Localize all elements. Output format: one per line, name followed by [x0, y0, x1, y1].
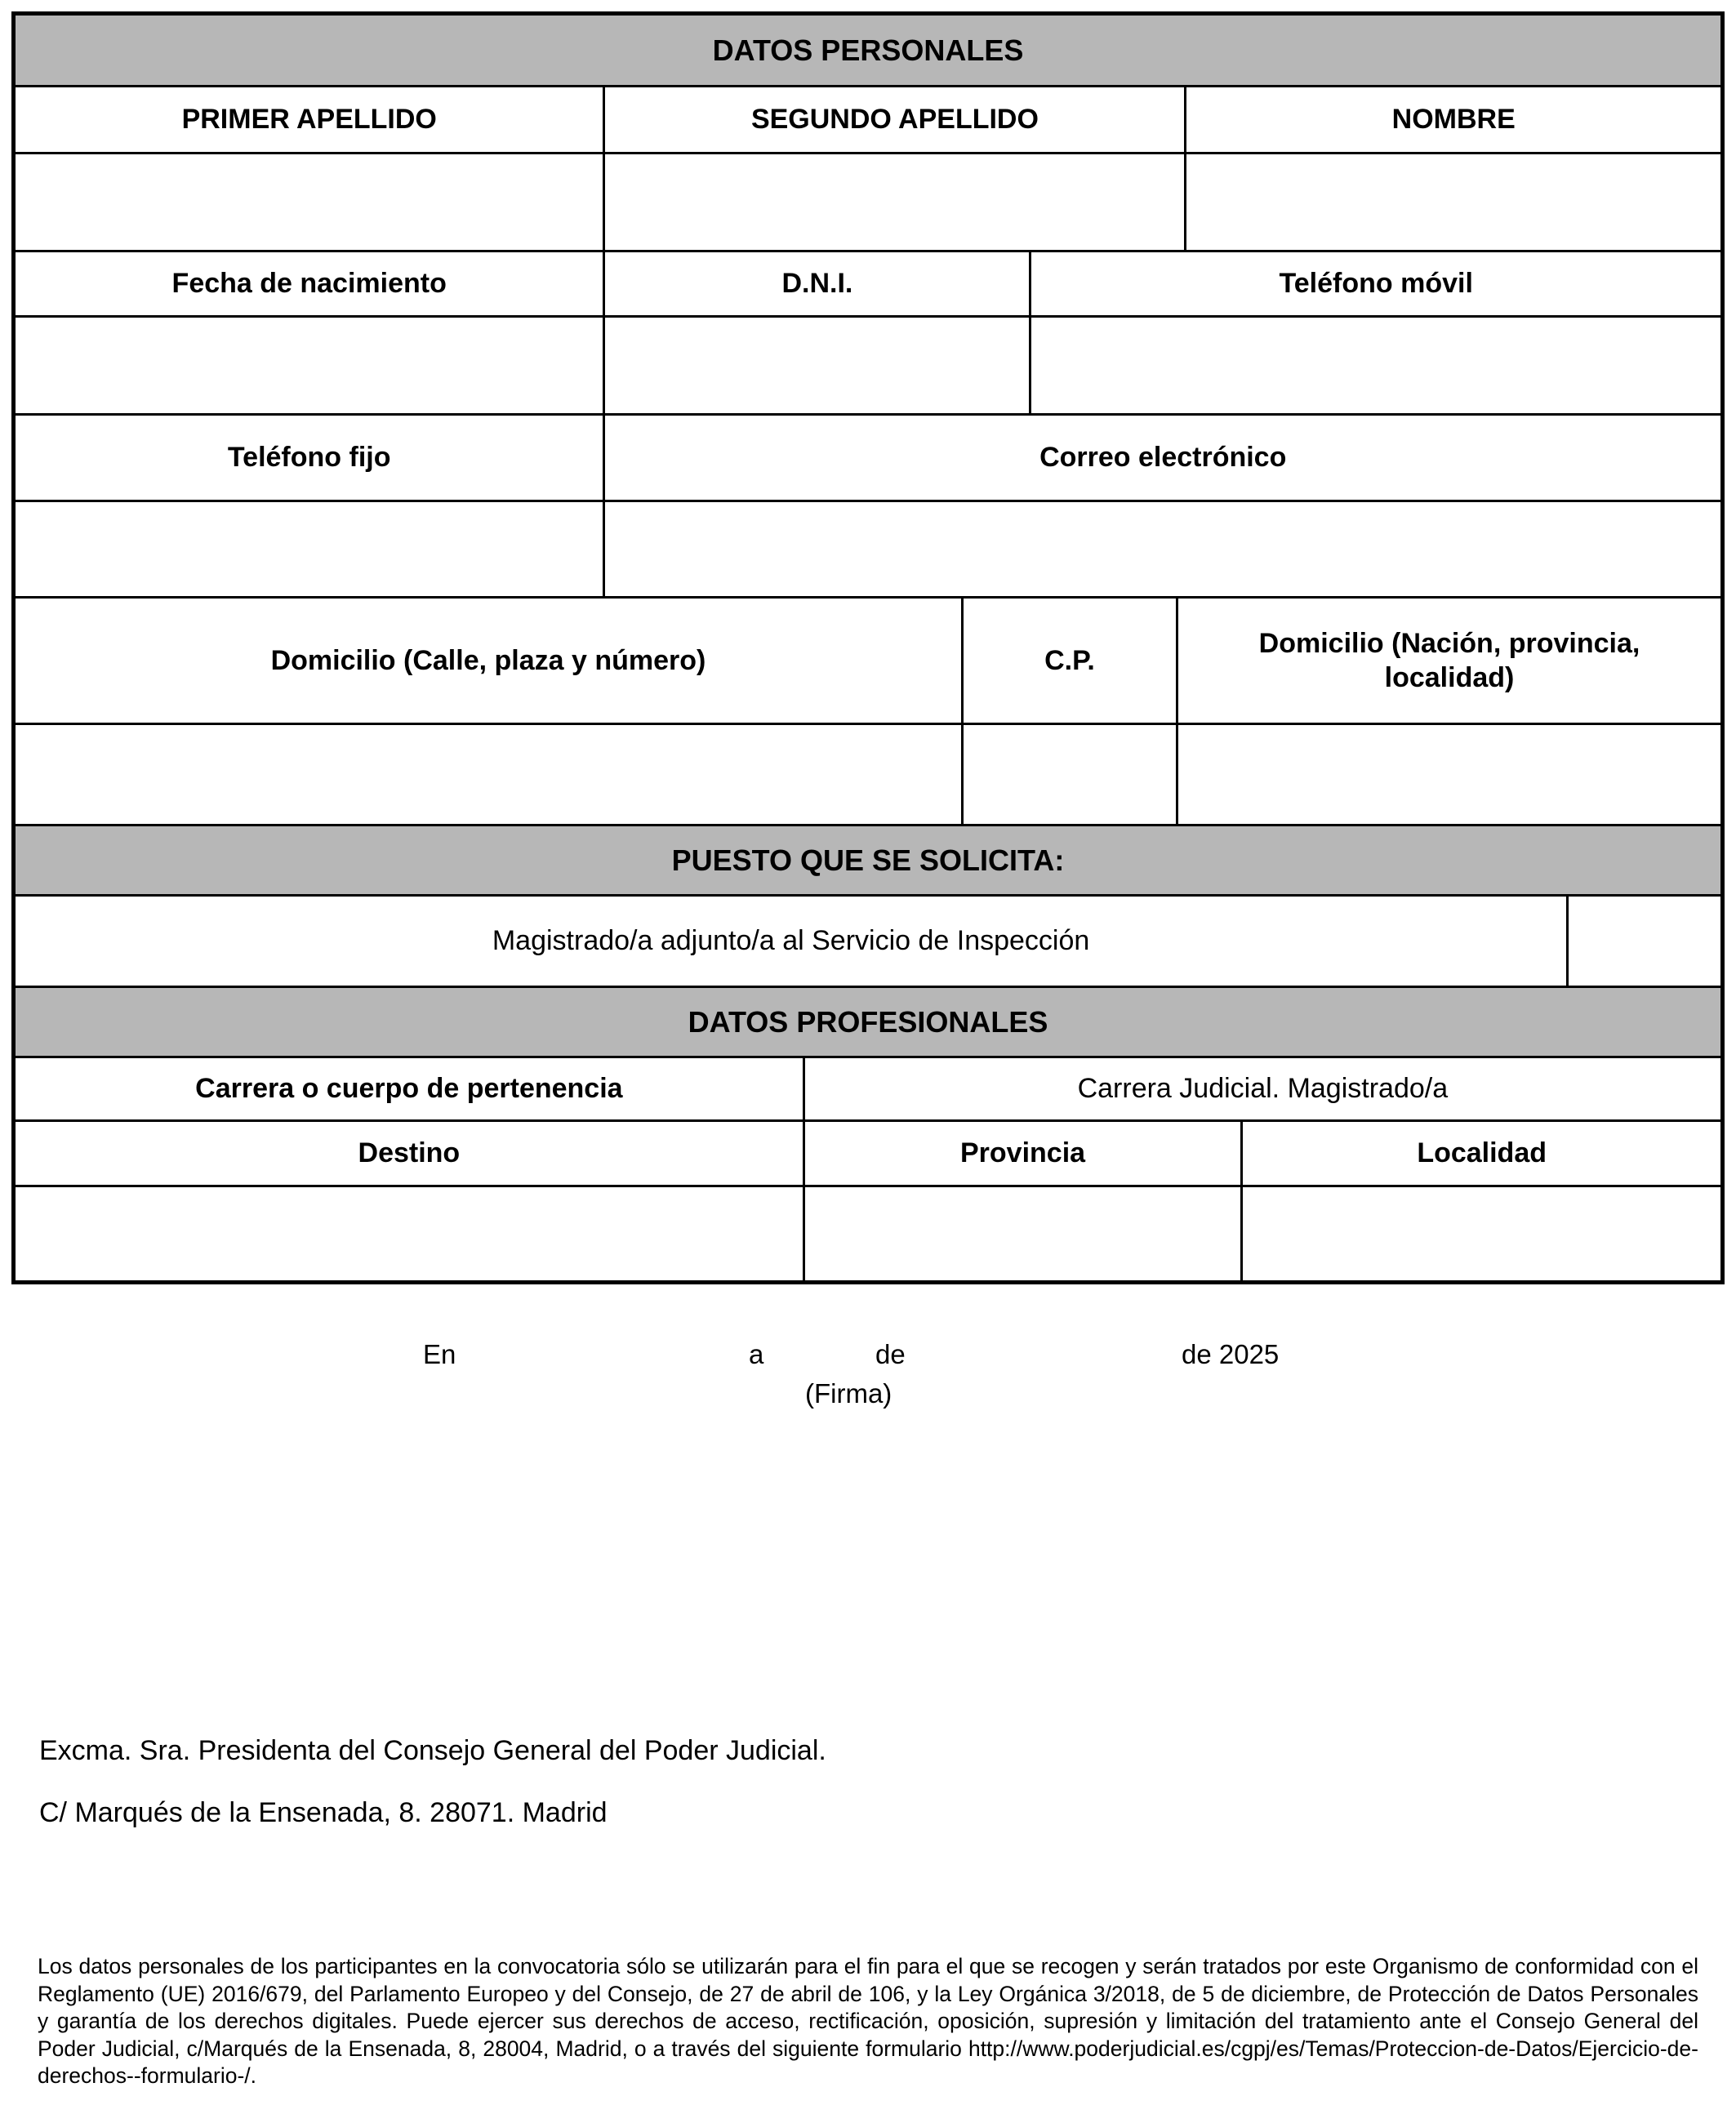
label-telefono-movil: Teléfono móvil — [1279, 268, 1473, 300]
input-provincia[interactable] — [805, 1187, 1244, 1280]
input-primer-apellido[interactable] — [16, 154, 605, 250]
row-domicilio-labels — [16, 599, 1720, 725]
label-nombre: NOMBRE — [1391, 104, 1516, 136]
label-telefono-fijo: Teléfono fijo — [16, 416, 605, 500]
label-segundo-apellido: SEGUNDO APELLIDO — [605, 87, 1186, 152]
section-title-datos-personales: DATOS PERSONALES — [16, 16, 1720, 85]
addressee-line2: C/ Marqués de la Ensenada, 8. 28071. Madrid — [39, 1797, 608, 1828]
input-segundo-apellido[interactable] — [605, 154, 1186, 250]
input-telefono-movil[interactable] — [1031, 318, 1720, 413]
input-cp[interactable] — [964, 725, 1178, 824]
puesto-solicitado-value: Magistrado/a adjunto/a al Servicio de Inspección — [16, 897, 1569, 986]
row-telefono-labels — [16, 416, 1720, 502]
section-row-puesto — [16, 826, 1720, 897]
row-puesto-value — [16, 897, 1720, 988]
section-title-puesto: PUESTO QUE SE SOLICITA: — [16, 826, 1720, 894]
label-fecha-nacimiento: Fecha de nacimiento — [16, 252, 605, 315]
input-telefono-fijo[interactable] — [16, 502, 605, 596]
row-carrera — [16, 1058, 1720, 1122]
addressee-block — [39, 1733, 826, 1831]
signature-de-label: de — [875, 1339, 906, 1369]
label-dni: D.N.I. — [605, 252, 1031, 315]
label-cp: C.P. — [964, 599, 1178, 723]
signature-year-label: de 2025 — [1182, 1339, 1280, 1369]
input-localidad[interactable] — [1243, 1187, 1720, 1280]
label-carrera-pertenencia: Carrera o cuerpo de pertenencia — [16, 1058, 805, 1119]
label-provincia: Provincia — [805, 1122, 1244, 1185]
personal-data-form-table — [11, 11, 1725, 1284]
label-primer-apellido: PRIMER APELLIDO — [16, 87, 605, 152]
signature-a-label: a — [749, 1339, 764, 1369]
row-nacimiento-inputs — [16, 318, 1720, 416]
label-domicilio-nacion: Domicilio (Nación, provincia, localidad) — [1258, 627, 1640, 693]
input-puesto-marca[interactable] — [1569, 897, 1720, 986]
label-destino: Destino — [16, 1122, 805, 1185]
section-row-datos-profesionales — [16, 988, 1720, 1058]
signature-en-label: En — [423, 1339, 456, 1369]
row-apellidos-labels — [16, 87, 1720, 154]
legal-notice-text: Los datos personales de los participantes en la convocatoria sólo se utilizarán para el fin para el que se recogen y serán tratados por este Organismo de conformidad con el Reglamento (UE) 2016/679, del Parlamento Europeo y del Consejo, de 27 de abril de 106, y la Ley Orgánica 3/2018, de 5 de diciembre, de Protección de Datos Personales y garantía de los derechos digitales. Puede ejercer sus derechos de acceso, rectificación, oposición, supresión y limitación del tratamiento ante el Consejo General del Poder Judicial, c/Marqués de la Ensenada, 8, 28004, Madrid, o a través del siguiente formulario http://www.poderjudicial.es/cgpj/es/Temas/Proteccion-de-Datos/Ejercicio-de-derechos--formulario-/. — [38, 1954, 1698, 2088]
row-telefono-inputs — [16, 502, 1720, 599]
row-apellidos-inputs — [16, 154, 1720, 252]
input-correo-electronico[interactable] — [605, 502, 1720, 596]
label-correo-electronico: Correo electrónico — [1039, 442, 1287, 474]
signature-firma-label: (Firma) — [805, 1378, 892, 1409]
input-domicilio-calle[interactable] — [16, 725, 964, 824]
addressee-line1: Excma. Sra. Presidenta del Consejo General del Poder Judicial. — [39, 1735, 826, 1766]
row-domicilio-inputs — [16, 725, 1720, 826]
row-destino-inputs — [16, 1187, 1720, 1280]
signature-block — [0, 1339, 1736, 1453]
label-domicilio-calle: Domicilio (Calle, plaza y número) — [16, 599, 964, 723]
section-title-datos-profesionales: DATOS PROFESIONALES — [16, 988, 1720, 1056]
input-dni[interactable] — [605, 318, 1031, 413]
row-destino-labels — [16, 1122, 1720, 1187]
input-domicilio-nacion[interactable] — [1178, 725, 1720, 824]
input-fecha-nacimiento[interactable] — [16, 318, 605, 413]
input-nombre[interactable] — [1186, 154, 1720, 250]
section-row-datos-personales — [16, 16, 1720, 87]
carrera-value: Carrera Judicial. Magistrado/a — [1077, 1073, 1449, 1105]
label-localidad: Localidad — [1417, 1137, 1547, 1169]
input-destino[interactable] — [16, 1187, 805, 1280]
row-nacimiento-labels — [16, 252, 1720, 318]
